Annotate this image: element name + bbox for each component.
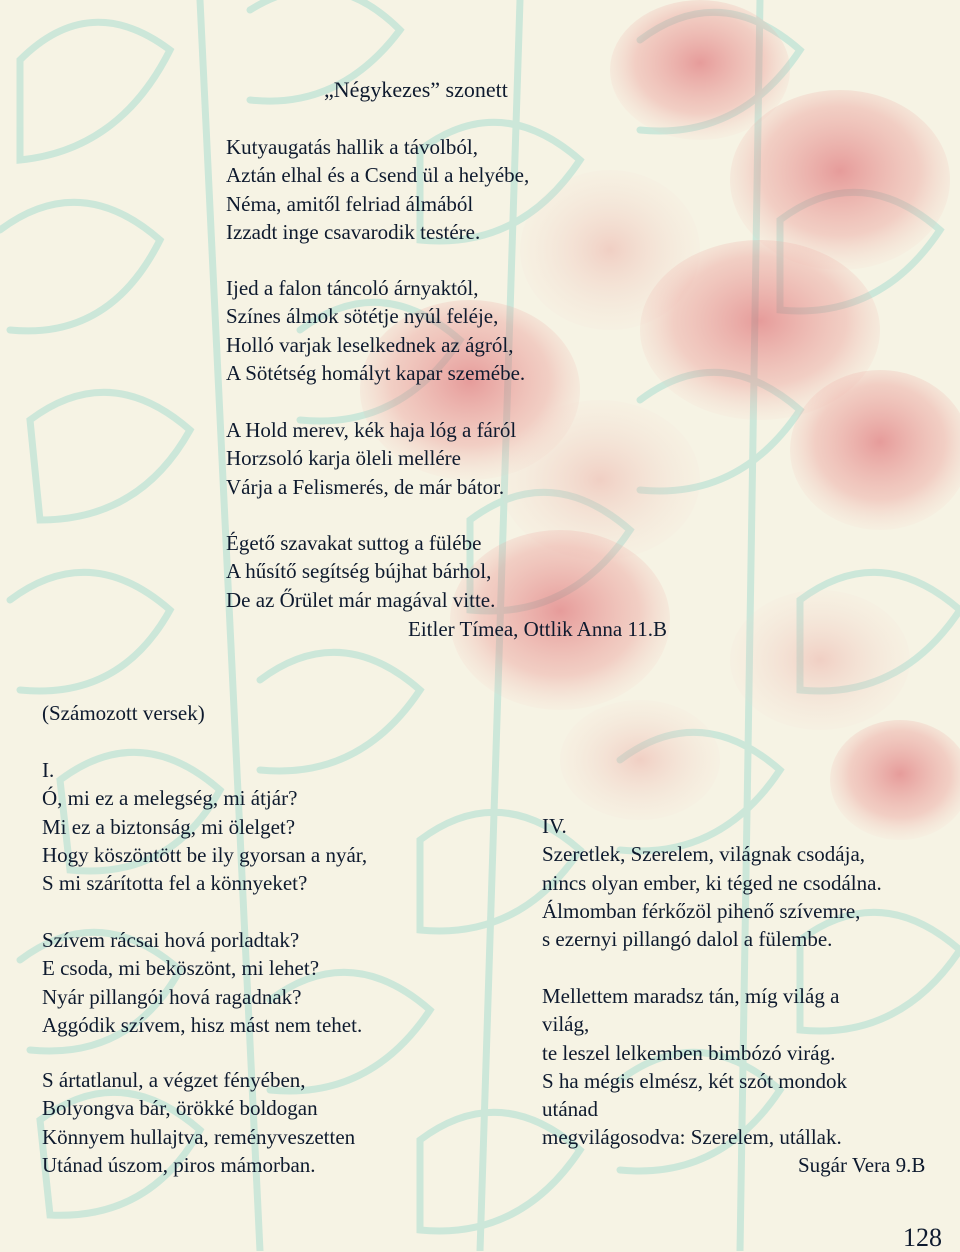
sonnet-stanza-4 <box>226 529 495 614</box>
poem-line: Horzsoló karja öleli mellére <box>226 446 461 471</box>
poem-line: S ha mégis elmész, két szót mondok <box>542 1068 848 1093</box>
poem-line: Ó, mi ez a melegség, mi átjár? <box>42 786 298 811</box>
poem-line: Utánad úszom, piros mámorban. <box>42 1152 316 1177</box>
poem-line: megvilágosodva: Szerelem, utállak. <box>542 1125 842 1150</box>
poem-line: Mellettem maradsz tán, míg világ a <box>542 984 840 1008</box>
sonnet-title: „Négykezes” szonett <box>324 77 508 102</box>
sonnet-stanza-3 <box>226 416 516 501</box>
sonnet-stanza-2 <box>226 274 525 387</box>
poem-line: s ezernyi pillangó dalol a fülembe. <box>542 927 833 952</box>
sonnet-authors: Eitler Tímea, Ottlik Anna 11.B <box>408 617 667 641</box>
sonnet-stanza-1 <box>226 133 529 246</box>
poem-one-stanza-2 <box>42 926 362 1039</box>
poem-line: E csoda, mi beköszönt, mi lehet? <box>42 956 320 981</box>
poem-line: nincs olyan ember, ki téged ne csodálna. <box>542 870 882 895</box>
poem-line: Mi ez a biztonság, mi ölelget? <box>42 814 296 839</box>
poem-line: Várja a Felismerés, de már bátor. <box>226 474 505 499</box>
poem-line: Izzadt inge csavarodik testére. <box>226 219 481 244</box>
poem-line: Bolyongva bár, örökké boldogan <box>42 1096 318 1121</box>
poem-line: Aggódik szívem, hisz mást nem tehet. <box>42 1012 363 1037</box>
poem-line: S ártatlanul, a végzet fényében, <box>42 1068 306 1092</box>
poem-line: Álmomban férkőzöl pihenő szívemre, <box>542 898 861 923</box>
poem-one-stanza-1 <box>42 756 367 897</box>
poem-line: Aztán elhal és a Csend ül a helyébe, <box>226 163 530 188</box>
poem-line: A Sötétség homályt kapar szemébe. <box>226 360 526 385</box>
poem-one-stanza-3 <box>42 1066 355 1179</box>
poem-number: I. <box>42 758 55 782</box>
page-number: 128 <box>903 1223 942 1252</box>
poem-line: Nyár pillangói hová ragadnak? <box>42 984 302 1009</box>
poem-four-stanza-1 <box>542 812 882 953</box>
poem-four-stanza-2 <box>542 982 847 1152</box>
poem-line: Ijed a falon táncoló árnyaktól, <box>226 276 479 300</box>
poem-line: Szívem rácsai hová porladtak? <box>42 928 300 952</box>
poem-line: Színes álmok sötétje nyúl feléje, <box>226 304 499 329</box>
poem-four-author: Sugár Vera 9.B <box>798 1153 926 1177</box>
poem-number: IV. <box>542 814 567 838</box>
poem-line: Könnyem hullajtva, reményveszetten <box>42 1124 356 1149</box>
poem-line: Néma, amitől felriad álmából <box>226 191 474 216</box>
poem-line: A hűsítő segítség bújhat bárhol, <box>226 559 492 584</box>
poem-line: A Hold merev, kék haja lóg a fáról <box>226 418 517 442</box>
poem-line: S mi szárította fel a könnyeket? <box>42 871 308 896</box>
section-heading: (Számozott versek) <box>42 701 205 725</box>
poem-line: világ, <box>542 1012 590 1037</box>
poem-line: utánad <box>542 1097 598 1122</box>
poem-line: Égető szavakat suttog a fülébe <box>226 531 482 555</box>
poem-line: De az Őrület már magával vitte. <box>226 587 496 612</box>
poem-line: Kutyaugatás hallik a távolból, <box>226 135 478 159</box>
poem-line: Holló varjak leselkednek az ágról, <box>226 332 514 357</box>
poem-line: Szeretlek, Szerelem, világnak csodája, <box>542 842 866 867</box>
poem-line: Hogy köszöntött be ily gyorsan a nyár, <box>42 842 368 867</box>
poem-line: te leszel lelkemben bimbózó virág. <box>542 1040 836 1065</box>
